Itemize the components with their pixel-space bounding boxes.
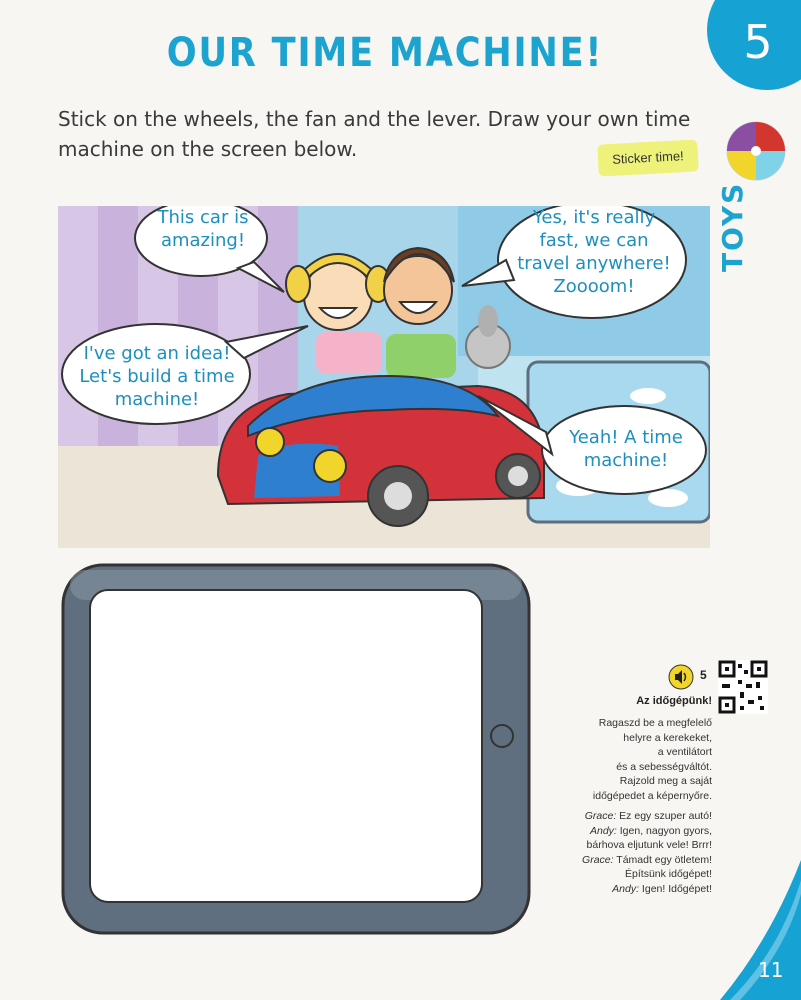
dialogue-line <box>560 882 712 897</box>
instruction-line: és a sebességváltót. <box>616 760 712 773</box>
instructions: Stick on the wheels, the fan and the lever. Draw your own time machine on the screen below. <box>58 107 691 161</box>
instruction-line: Ragaszd be a megfelelő <box>598 717 712 729</box>
corner-decoration <box>700 860 801 1000</box>
speech-bubble <box>514 206 674 298</box>
speech-bubble <box>62 342 252 411</box>
bubble-line: travel anywhere! <box>517 253 671 274</box>
instruction-line: a ventilátort <box>657 746 712 758</box>
dialogue-text: Építsünk időgépet! <box>625 868 712 880</box>
beach-ball-icon <box>725 120 787 182</box>
speaker-name: Andy: <box>589 824 617 837</box>
unit-number: 5 <box>743 15 773 69</box>
hungarian-text <box>560 716 712 902</box>
dialogue-line <box>560 838 712 853</box>
bubble-line: Let's build a time <box>79 366 235 387</box>
speech-bubble <box>140 206 266 252</box>
instruction-line: időgépedet a képernyőre. <box>592 789 712 802</box>
hungarian-title: Az időgépünk! <box>636 695 712 707</box>
audio-track-number: 5 <box>700 668 707 682</box>
dialogue-text: bárhova eljutunk vele! Brrr! <box>586 839 712 851</box>
dialogue-text: Ez egy szuper autó! <box>616 810 712 822</box>
dialogue-text: Igen, nagyon gyors, <box>616 824 712 837</box>
bubble-line: machine! <box>114 389 200 410</box>
page-number: 11 <box>758 958 784 982</box>
bubble-line: This car is <box>157 207 249 228</box>
unit-label: TOYS <box>716 181 749 272</box>
page-title: OUR TIME MACHINE! <box>166 30 604 76</box>
bubble-line: machine! <box>583 450 669 471</box>
sticker-label: Sticker time! <box>597 139 699 176</box>
bubble-line: I've got an idea! <box>83 343 231 364</box>
instruction-line: helyre a kerekeket, <box>623 731 712 744</box>
bubble-line: Yeah! A time <box>569 427 683 448</box>
dialogue-line <box>560 853 712 868</box>
speech-bubble <box>552 426 700 472</box>
speaker-name: Grace: <box>584 810 617 822</box>
speaker-icon[interactable] <box>668 664 694 690</box>
qr-code[interactable] <box>718 660 768 714</box>
bubble-line: fast, we can <box>539 230 649 251</box>
instruction-line: Rajzold meg a saját <box>619 775 712 787</box>
dialogue-text: Igen! Időgépet! <box>639 882 712 895</box>
dialogue-line <box>560 809 712 824</box>
dialogue-line <box>560 824 712 839</box>
bubble-line: Zoooom! <box>553 276 635 297</box>
speaker-name: Andy: <box>612 882 640 895</box>
dialogue-text: Támadt egy ötletem! <box>613 853 712 866</box>
tablet-drawing-area <box>60 562 532 938</box>
speaker-name: Grace: <box>582 853 614 866</box>
bubble-line: Yes, it's really <box>532 207 656 228</box>
dialogue-line <box>560 867 712 882</box>
bubble-line: amazing! <box>160 230 246 251</box>
